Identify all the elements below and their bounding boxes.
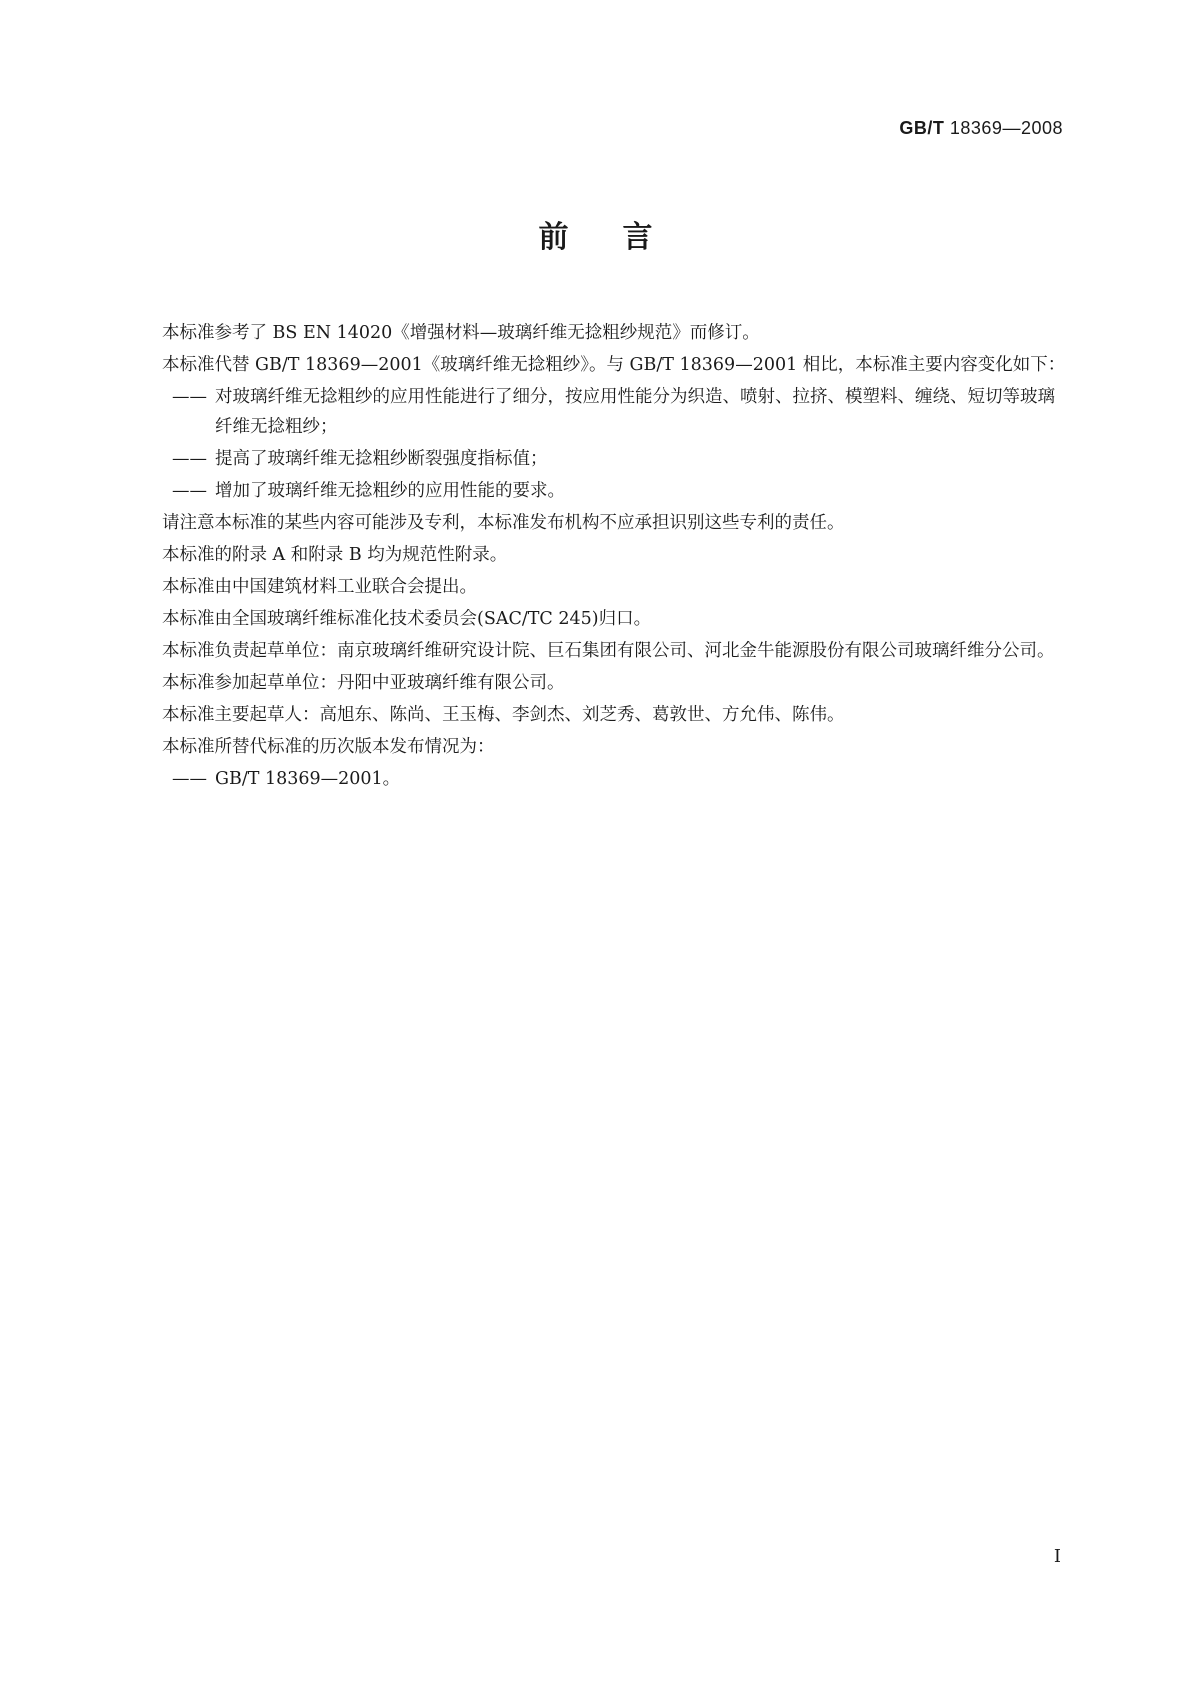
change-item: [127, 382, 1067, 442]
dash-marker: ——: [172, 481, 207, 501]
page-title: 前言: [538, 220, 707, 255]
paragraph-committee: 本标准由全国玻璃纤维标准化技术委员会(SAC/TC 245)归口。: [162, 609, 652, 629]
standard-code-prefix: GB/T: [899, 118, 945, 138]
paragraph-participating-units: 本标准参加起草单位：丹阳中亚玻璃纤维有限公司。: [162, 673, 565, 693]
standard-code-number: 18369—2008: [949, 118, 1063, 138]
standard-code: [899, 118, 1063, 139]
history-item: [127, 764, 1067, 794]
paragraph-history: 本标准所替代标准的历次版本发布情况为：: [162, 737, 495, 757]
paragraph-reference: 本标准参考了 BS EN 14020《增强材料—玻璃纤维无捻粗纱规范》而修订。: [162, 323, 760, 343]
paragraph-drafting-units: 本标准负责起草单位：南京玻璃纤维研究设计院、巨石集团有限公司、河北金牛能源股份有限公司玻璃纤维分公司。: [162, 641, 1055, 661]
page-number: I: [1053, 1546, 1061, 1567]
dash-marker: ——: [172, 387, 207, 407]
paragraph-proposer: 本标准由中国建筑材料工业联合会提出。: [162, 577, 477, 597]
change-item-text: 增加了玻璃纤维无捻粗纱的应用性能的要求。: [215, 481, 565, 501]
change-item-text: 对玻璃纤维无捻粗纱的应用性能进行了细分，按应用性能分为织造、喷射、拉挤、模塑料、缠绕、短切等玻璃纤维无捻粗纱；: [215, 387, 1055, 437]
change-item: [127, 444, 1067, 474]
dash-marker: ——: [172, 449, 207, 469]
paragraph-drafters: 本标准主要起草人：高旭东、陈尚、王玉梅、李剑杰、刘芝秀、葛敦世、方允伟、陈伟。: [162, 705, 845, 725]
change-item: [127, 476, 1067, 506]
dash-marker: ——: [172, 769, 207, 789]
foreword-body: [127, 318, 1067, 796]
paragraph-replacement: 本标准代替 GB/T 18369—2001《玻璃纤维无捻粗纱》。与 GB/T 18369—2001 相比，本标准主要内容变化如下：: [162, 355, 1066, 375]
history-item-text: GB/T 18369—2001。: [215, 769, 401, 789]
change-item-text: 提高了玻璃纤维无捻粗纱断裂强度指标值；: [215, 449, 548, 469]
paragraph-annexes: 本标准的附录 A 和附录 B 均为规范性附录。: [162, 545, 508, 565]
paragraph-patent-notice: 请注意本标准的某些内容可能涉及专利，本标准发布机构不应承担识别这些专利的责任。: [162, 513, 845, 533]
